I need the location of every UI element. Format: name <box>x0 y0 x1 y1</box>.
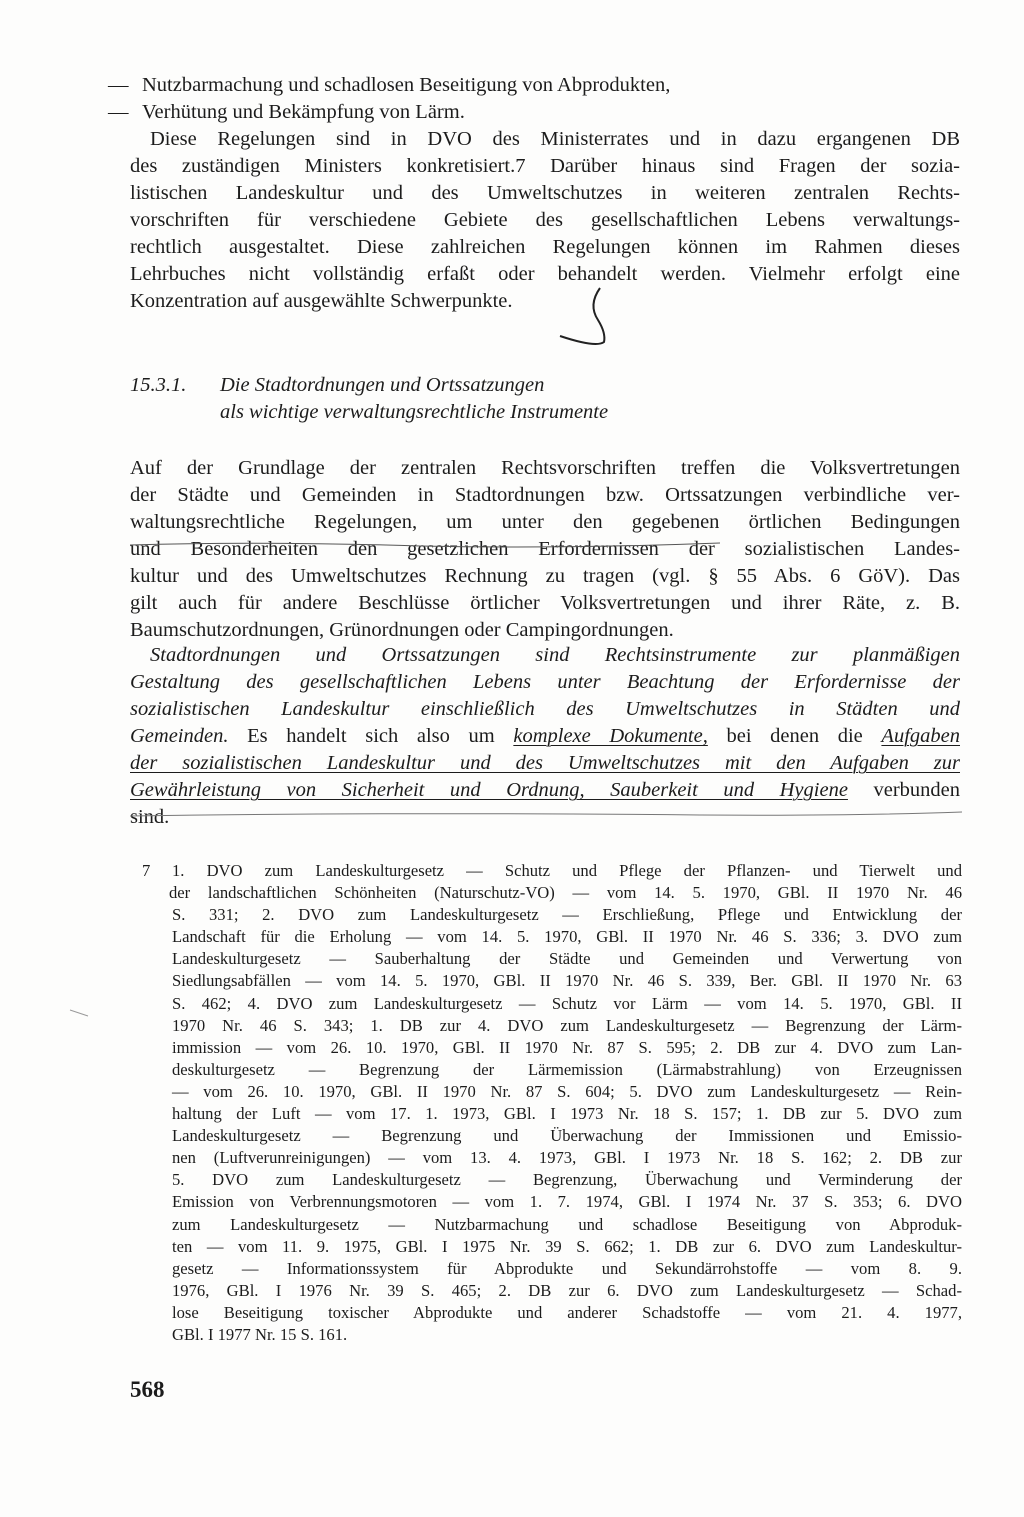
text-line: waltungsrechtliche Regelungen, um unter den gegebenen örtlichen Bedingungen <box>130 511 960 533</box>
footnote-line: immission — vom 26. 10. 1970, GBl. II 1970 Nr. 87 S. 595; 2. DB zur 4. DVO zum Lan- <box>172 1037 962 1057</box>
list-item-text: Nutzbarmachung und schadlosen Beseitigung von Abprodukten, <box>142 74 671 96</box>
section-number: 15.3.1. <box>130 374 187 396</box>
text-line: und Besonderheiten den gesetzlichen Erfordernissen der sozialistischen Landes- <box>130 538 960 560</box>
text-run: verbunden <box>847 779 960 801</box>
paragraph-emphasis <box>130 642 960 831</box>
text-line: Auf der Grundlage der zentralen Rechtsvorschriften treffen die Volksvertretungen <box>130 457 960 479</box>
footnote-number: 7 <box>142 861 151 880</box>
list-item-text: Verhütung und Bekämpfung von Lärm. <box>142 101 465 123</box>
footnote-line: S. 462; 4. DVO zum Landeskulturgesetz — Schutz vor Lärm — vom 14. 5. 1970, GBl. II <box>172 993 962 1013</box>
text-line: Diese Regelungen sind in DVO des Ministerrates und in dazu ergangenen DB <box>150 128 960 150</box>
footnote-line: deskulturgesetz — Begrenzung der Lärmemission (Lärmabstrahlung) von Erzeugnissen <box>172 1059 962 1079</box>
text-line: kultur und des Umweltschutzes Rechnung zu tragen (vgl. § 55 Abs. 6 GöV). Das <box>130 565 960 587</box>
section-title-line-1: Die Stadtordnungen und Ortssatzungen <box>220 374 545 396</box>
text-run: bei denen die <box>707 725 882 747</box>
page-number: 568 <box>130 1377 165 1402</box>
text-run: Es handelt sich also um <box>228 725 514 747</box>
text-line: sozialistischen Landeskultur einschließlich des Umweltschutzes in Städten und <box>130 698 960 720</box>
footnote-line: 1. DVO zum Landeskulturgesetz — Schutz und Pflege der Pflanzen- und Tierwelt und <box>172 861 962 880</box>
footnote-line: 1976, GBl. I 1976 Nr. 39 S. 465; 2. DB zur 6. DVO zum Landeskulturgesetz — Schad- <box>172 1280 962 1300</box>
emphasis-underlined: komplexe Dokumente, <box>513 725 708 747</box>
section-title-line-2: als wichtige verwaltungsrechtliche Instrumente <box>220 401 609 423</box>
text-line <box>130 723 960 750</box>
footnote-line: GBl. I 1977 Nr. 15 S. 161. <box>172 1324 348 1344</box>
footnote-line: haltung der Luft — vom 17. 1. 1973, GBl. I 1973 Nr. 18 S. 157; 1. DB zur 5. DVO zum <box>172 1104 962 1124</box>
text-line: listischen Landeskultur und des Umweltschutzes in weiteren zentralen Rechts- <box>130 182 960 204</box>
footnote-line: lose Beseitigung toxischer Abprodukte und anderer Schadstoffe — vom 21. 4. 1977, <box>172 1302 962 1322</box>
footnote-line: zum Landeskulturgesetz — Nutzbarmachung und schadlose Beseitigung von Abproduk- <box>172 1214 962 1234</box>
emphasis: Gemeinden. <box>130 725 229 747</box>
text-line: Gestaltung des gesellschaftlichen Lebens unter Beachtung der Erfordernisse der <box>130 671 960 693</box>
footnote-line: gesetz — Informationssystem für Abprodukte und Sekundärrohstoffe — vom 8. 9. <box>172 1258 962 1278</box>
paragraph-intro <box>130 126 960 315</box>
section-heading <box>130 372 608 426</box>
emphasis-underlined: Aufgaben <box>881 725 960 747</box>
paragraph-main <box>130 455 960 644</box>
footnote-line: der landschaftlichen Schönheiten (Naturschutz-VO) — vom 14. 5. 1970, GBl. II 1970 Nr. 46 <box>169 883 962 903</box>
list-dash: — <box>108 101 129 123</box>
footnote-line: Landeskulturgesetz — Begrenzung und Überwachung der Immissionen und Emissio- <box>172 1126 962 1146</box>
text-line: gilt auch für andere Beschlüsse örtlicher Volksvertretungen und ihrer Räte, z. B. <box>130 592 960 614</box>
text-line: der sozialistischen Landeskultur und des Umweltschutzes mit den Aufgaben zur <box>130 752 960 774</box>
footnote-line: 1970 Nr. 46 S. 343; 1. DB zur 4. DVO zum Landeskulturgesetz — Begrenzung der Lärm- <box>172 1015 962 1035</box>
list-item <box>108 72 968 99</box>
emphasis-underlined: Gewährleistung von Sicherheit und Ordnung, Sauberkeit und Hygiene <box>130 779 848 801</box>
text-line <box>130 777 960 804</box>
footnote-line: 5. DVO zum Landeskulturgesetz — Begrenzung, Überwachung und Verminderung der <box>172 1170 962 1190</box>
text-line: rechtlich ausgestaltet. Diese zahlreichen Regelungen können im Rahmen dieses <box>130 236 960 258</box>
footnote-line: ten — vom 11. 9. 1975, GBl. I 1975 Nr. 39 S. 662; 1. DB zur 6. DVO zum Landeskultur- <box>172 1236 962 1256</box>
pen-stroke-tick <box>70 1010 88 1016</box>
footnote-line: Siedlungsabfällen — vom 14. 5. 1970, GBl. II 1970 Nr. 46 S. 339, Ber. GBl. II 1970 Nr. 63 <box>172 971 962 991</box>
list-item <box>108 99 968 126</box>
text-line: der Städte und Gemeinden in Stadtordnungen bzw. Ortssatzungen verbindliche ver- <box>130 484 960 506</box>
text-line: sind. <box>130 806 170 828</box>
footnote-line: Landschaft für die Erholung — vom 14. 5. 1970, GBl. II 1970 Nr. 46 S. 336; 3. DVO zum <box>172 927 962 947</box>
text-line: Lehrbuches nicht vollständig erfaßt oder behandelt werden. Vielmehr erfolgt eine <box>130 263 960 285</box>
footnote-line: Emission von Verbrennungsmotoren — vom 1. 7. 1974, GBl. I 1974 Nr. 37 S. 353; 6. DVO <box>172 1192 962 1212</box>
text-line: vorschriften für verschiedene Gebiete des gesellschaftlichen Lebens verwaltungs- <box>130 209 960 231</box>
text-line: Stadtordnungen und Ortssatzungen sind Rechtsinstrumente zur planmäßigen <box>150 644 960 666</box>
footnote-line: nen (Luftverunreinigungen) — vom 13. 4. 1973, GBl. I 1973 Nr. 18 S. 162; 2. DB zur <box>172 1148 962 1168</box>
text-line: des zuständigen Ministers konkretisiert.7 Darüber hinaus sind Fragen der sozia- <box>130 155 960 177</box>
text-line: Konzentration auf ausgewählte Schwerpunkte. <box>130 290 513 312</box>
footnote <box>169 860 962 1346</box>
list-dash: — <box>108 74 129 96</box>
footnote-line: — vom 26. 10. 1970, GBl. II 1970 Nr. 87 S. 604; 5. DVO zum Landeskulturgesetz — Rein- <box>172 1081 962 1101</box>
footnote-line: S. 331; 2. DVO zum Landeskulturgesetz — Erschließung, Pflege und Entwicklung der <box>172 905 962 925</box>
footnote-line: Landeskulturgesetz — Sauberhaltung der Städte und Gemeinden und Verwertung von <box>172 949 962 969</box>
text-line: Baumschutzordnungen, Grünordnungen oder Campingordnungen. <box>130 619 674 641</box>
